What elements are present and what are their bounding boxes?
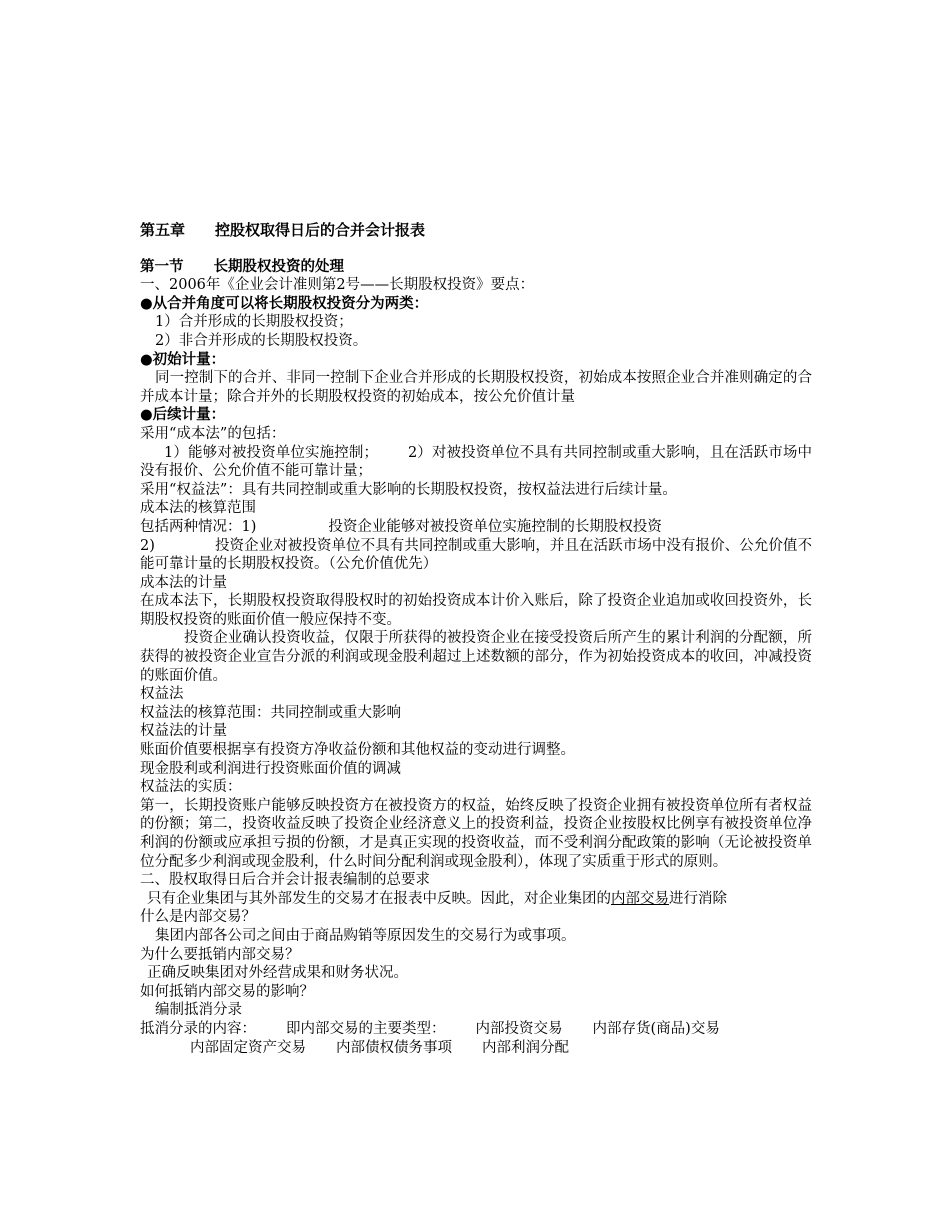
cost-scope-line-1 <box>140 518 812 537</box>
equity-dividend-reduction: 现金股利或利润进行投资账面价值的调减 <box>140 760 401 777</box>
equity-method-heading: 权益法 <box>140 686 184 703</box>
type-internal-inventory: 内部存货(商品)交易 <box>592 1020 720 1037</box>
cost-scope-case-1: 投资企业能够对被投资单位实施控制的长期股权投资 <box>328 518 662 535</box>
section-heading <box>140 258 812 277</box>
equity-method-measurement-heading: 权益法的计量 <box>140 723 227 740</box>
answer-why-eliminate: 正确反映集团对外经营成果和财务状况。 <box>147 965 408 982</box>
elimination-entry-types-2 <box>140 1039 812 1058</box>
cost-case-2: 2）对被投资单位不具有共同控制或重大影响，且在活跃市场中没有报价、公允价值不能可靠计量； <box>140 444 812 480</box>
document-body <box>140 221 812 1057</box>
question-how-eliminate: 如何抵销内部交易的影响？ <box>140 983 314 1000</box>
cost-scope-case-2-num: 2) <box>140 537 155 554</box>
cost-method-scope-heading: 成本法的核算范围 <box>140 500 256 517</box>
chapter-title: 控股权取得日后的合并会计报表 <box>215 221 426 239</box>
paragraph-equity-essence: 第一，长期投资账户能够反映投资方在被投资方的权益，始终反映了投资企业拥有被投资单位所有者权益的份额；第二，投资收益反映了投资企业经济意义上的投资利益，投资企业按股权比例享有被投资单位净利润的份额或应承担亏损的份额，才是真正实现的投资收益，而不受利润分配政策的影响（无论被投资单位分配多少利润或现金股利，什么时间分配利润或现金股利），体现了实质重于形式的原则。 <box>140 797 812 870</box>
type-internal-debt: 内部债权债务事项 <box>336 1039 452 1056</box>
cost-scope-label: 包括两种情况：1) <box>140 518 257 535</box>
equity-book-value-adjustment: 账面价值要根据享有投资方净收益份额和其他权益的变动进行调整。 <box>140 742 575 759</box>
cost-case-1: 1）能够对被投资单位实施控制； <box>164 444 378 461</box>
chapter-number: 第五章 <box>140 221 186 239</box>
equity-method-scope: 权益法的核算范围：共同控制或重大影响 <box>140 704 401 721</box>
elimination-entry-types <box>140 1020 812 1039</box>
elimination-text-end: 进行消除 <box>669 890 727 907</box>
question-what-is-internal: 什么是内部交易？ <box>140 909 256 926</box>
type-internal-investment: 内部投资交易 <box>475 1020 563 1037</box>
entry-types-label: 即内部交易的主要类型： <box>286 1020 446 1037</box>
type-internal-profit-distribution: 内部利润分配 <box>482 1039 569 1056</box>
list-item-consolidated: 1）合并形成的长期股权投资； <box>155 314 353 331</box>
paragraph-cost-scope-case-2 <box>140 537 812 574</box>
answer-what-is-internal: 集团内部各公司之间由于商品购销等原因发生的交易行为或事项。 <box>155 927 576 944</box>
question-why-eliminate: 为什么要抵销内部交易？ <box>140 946 300 963</box>
chapter-heading <box>140 221 812 240</box>
equity-method-essence-heading: 权益法的实质： <box>140 779 242 796</box>
cost-method-intro: 采用“成本法”的包括： <box>140 425 286 442</box>
paragraph-cost-method-cases <box>140 444 812 481</box>
paragraph-cost-measurement: 在成本法下，长期股权投资取得股权时的初始投资成本计价入账后，除了投资企业追加或收回投资外，长期股权投资的账面价值一般应保持不变。 <box>140 593 812 628</box>
elimination-text: 只有企业集团与其外部发生的交易才在报表中反映。因此，对企业集团的 <box>147 890 611 907</box>
elimination-requirement <box>140 890 812 909</box>
general-requirements-heading: 二、股权取得日后合并会计报表编制的总要求 <box>140 872 430 889</box>
cost-method-measurement-heading: 成本法的计量 <box>140 574 227 591</box>
answer-how-eliminate: 编制抵消分录 <box>155 1002 242 1019</box>
bullet-classification: ●从合并角度可以将长期股权投资分为两类： <box>140 294 429 312</box>
internal-transaction-underlined: 内部交易 <box>611 890 669 907</box>
section-number: 第一节 <box>140 257 184 275</box>
cost-scope-case-2-text: 投资企业对被投资单位不具有共同控制或重大影响，并且在活跃市场中没有报价、公允价值不能可靠计量的长期股权投资。（公允价值优先） <box>140 537 812 573</box>
paragraph-initial-measurement: 同一控制下的合并、非同一控制下企业合并形成的长期股权投资，初始成本按照企业合并准则确定的合并成本计量；除合并外的长期股权投资的初始成本，按公允价值计量 <box>140 370 812 405</box>
equity-method-intro: 采用“权益法”：具有共同控制或重大影响的长期股权投资，按权益法进行后续计量。 <box>140 481 677 498</box>
list-item-non-consolidated: 2）非合并形成的长期股权投资。 <box>155 332 368 349</box>
paragraph-investment-income: 投资企业确认投资收益，仅限于所获得的被投资企业在接受投资后所产生的累计利润的分配额，所获得的被投资企业宣告分派的利润或现金股利超过上述数额的部分，作为初始投资成本的收回，冲减投资的账面价值。 <box>140 630 812 684</box>
section-title: 长期股权投资的处理 <box>213 257 344 275</box>
type-internal-fixed-assets: 内部固定资产交易 <box>190 1039 306 1056</box>
entry-content-label: 抵消分录的内容： <box>140 1020 256 1037</box>
bullet-initial-measurement: ●初始计量： <box>140 350 226 368</box>
bullet-subsequent-measurement: ●后续计量： <box>140 406 226 424</box>
standard-points-heading: 一、2006年《企业会计准则第2号——长期股权投资》要点： <box>140 277 535 294</box>
